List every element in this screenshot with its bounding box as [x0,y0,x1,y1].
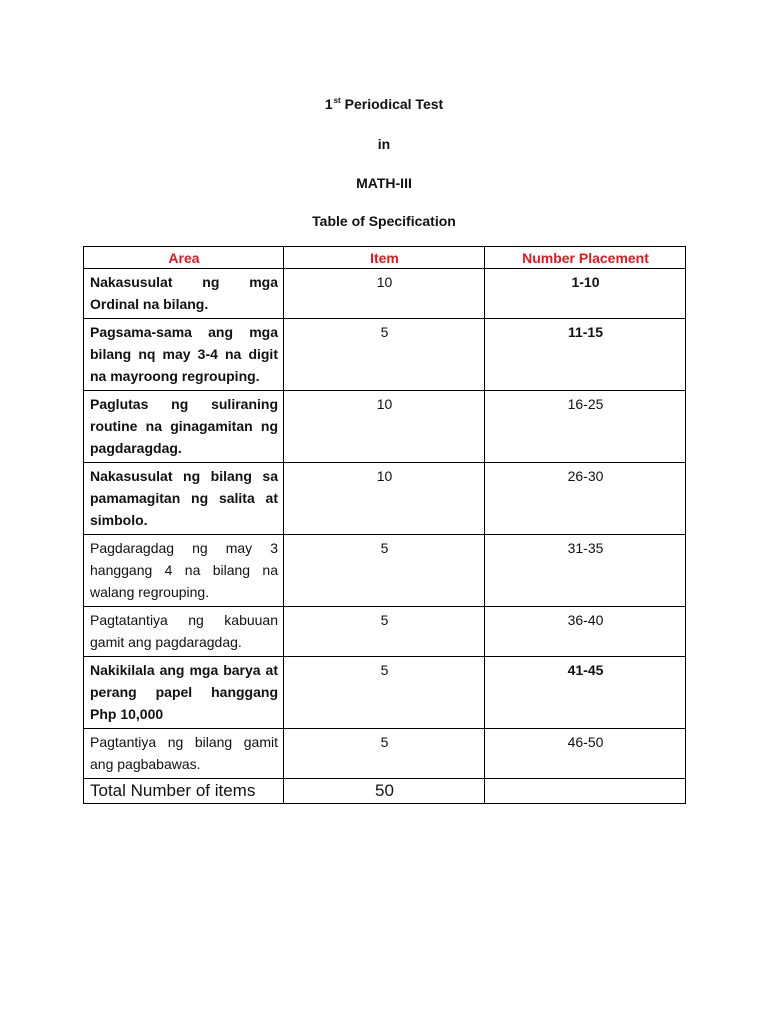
subject-heading: MATH-III [356,175,412,191]
area-cell: Paglutas ng suliraning routine na ginagamitan ng pagdaragdag. [84,391,284,463]
table-row [84,535,686,607]
area-cell: Nakikilala ang mga barya at perang papel hanggang Php 10,000 [84,657,284,729]
table-row [84,391,686,463]
item-cell: 5 [284,319,485,391]
item-cell: 10 [284,269,485,319]
placement-cell: 11-15 [485,319,686,391]
table-header-row [84,247,686,269]
header-item: Item [284,247,485,269]
item-cell: 10 [284,463,485,535]
header-area: Area [84,247,284,269]
area-cell: Pagdaragdag ng may 3 hanggang 4 na bilang na walang regrouping. [84,535,284,607]
header-number-placement: Number Placement [485,247,686,269]
specification-table [83,246,686,804]
item-cell: 5 [284,535,485,607]
item-cell: 5 [284,657,485,729]
item-cell: 5 [284,607,485,657]
table-row [84,319,686,391]
table-row [84,657,686,729]
title-ordinal: 1 [324,96,333,112]
placement-cell: 16-25 [485,391,686,463]
area-cell: Pagtatantiya ng kabuuan gamit ang pagdaragdag. [84,607,284,657]
table-row [84,463,686,535]
placement-cell: 26-30 [485,463,686,535]
placement-cell: 46-50 [485,729,686,779]
table-row [84,729,686,779]
area-cell: Nakasusulat ng mga Ordinal na bilang. [84,269,284,319]
table-row [84,607,686,657]
item-cell: 10 [284,391,485,463]
placement-cell: 1-10 [485,269,686,319]
table-title: Table of Specification [312,213,456,229]
total-row [84,779,686,804]
placement-cell: 36-40 [485,607,686,657]
placement-cell: 31-35 [485,535,686,607]
area-cell: Nakasusulat ng bilang sa pamamagitan ng salita at simbolo. [84,463,284,535]
area-cell: Pagsama-sama ang mga bilang nq may 3-4 na digit na mayroong regrouping. [84,319,284,391]
title-ordinal-suffix: st [333,96,341,105]
total-label: Total Number of items [84,779,284,804]
title-text: Periodical Test [340,96,444,112]
total-placement-cell [485,779,686,804]
table-row [84,269,686,319]
test-title [0,95,768,113]
placement-cell: 41-45 [485,657,686,729]
total-value: 50 [284,779,485,804]
area-cell: Pagtantiya ng bilang gamit ang pagbabawas. [84,729,284,779]
heading-in: in [377,136,391,152]
item-cell: 5 [284,729,485,779]
